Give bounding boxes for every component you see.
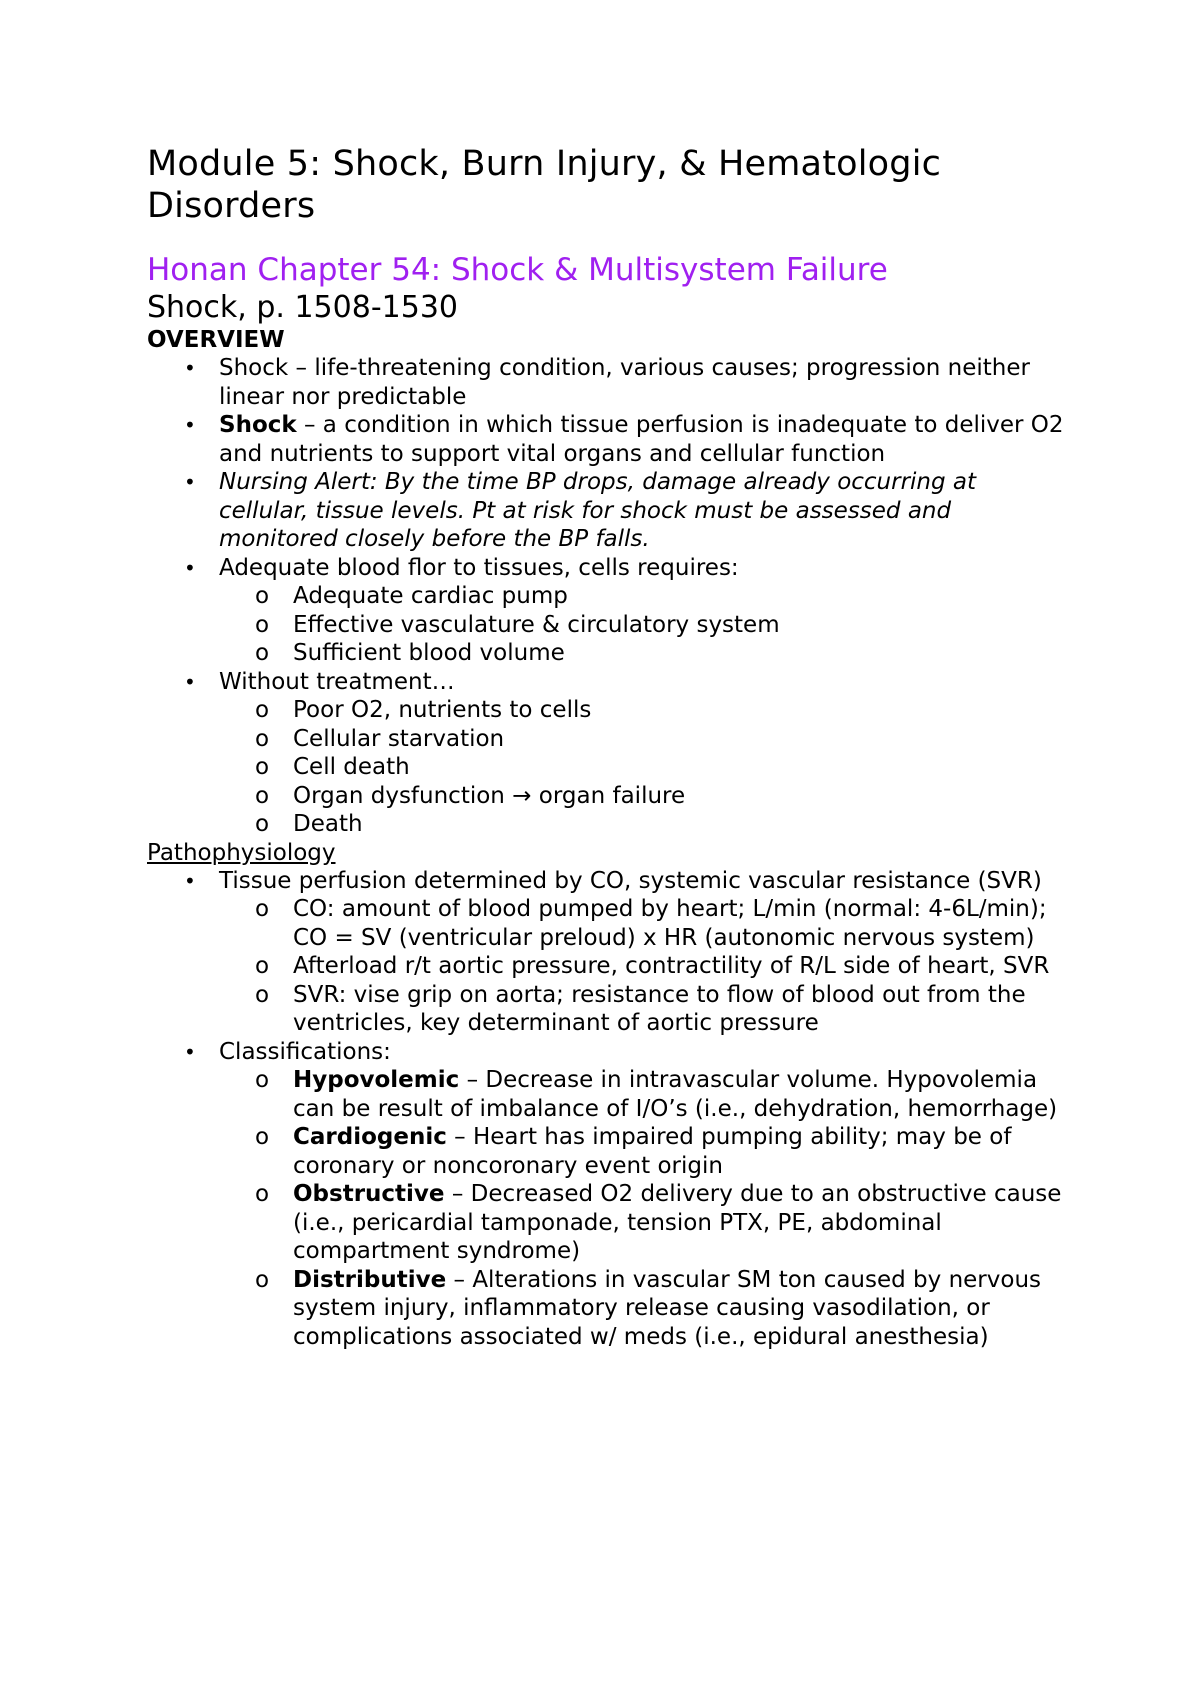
classification-item	[147, 1123, 1067, 1180]
classification-item	[147, 1266, 1067, 1352]
module-title: Module 5: Shock, Burn Injury, & Hematologic Disorders	[147, 144, 942, 226]
sub-list-item-text: Organ dysfunction → organ failure	[293, 782, 686, 809]
circle-bullet-icon: o	[255, 896, 270, 922]
list-item	[147, 411, 1067, 468]
bullet-icon: •	[184, 356, 196, 380]
sub-list-item	[147, 696, 1067, 725]
sub-list	[219, 582, 1067, 668]
list-item	[147, 468, 1067, 554]
sub-list-item-text: CO: amount of blood pumped by heart; L/min (normal: 4-6L/min); CO = SV (ventricular preloud) x HR (autonomic nervous system)	[293, 896, 1047, 951]
circle-bullet-icon: o	[255, 953, 270, 979]
sub-list-item	[147, 782, 1067, 811]
circle-bullet-icon: o	[255, 1124, 270, 1150]
list-item	[147, 554, 1067, 668]
sub-list	[219, 696, 1067, 839]
classification-text: – Heart has impaired pumping ability; may be of coronary or noncoronary event origin	[293, 1124, 1012, 1179]
classification-term: Hypovolemic	[293, 1067, 460, 1093]
bullet-icon: •	[184, 1039, 196, 1064]
list-item	[147, 668, 1067, 839]
bullet-icon: •	[184, 555, 196, 580]
list-item-text: Adequate blood flor to tissues, cells requires:	[219, 554, 739, 581]
circle-bullet-icon: o	[255, 697, 270, 723]
bullet-icon: •	[184, 413, 196, 437]
sub-list-item	[147, 639, 1067, 668]
section-title: Shock, p. 1508-1530	[147, 290, 458, 325]
term-label: Shock	[219, 412, 297, 438]
bullet-icon: •	[184, 868, 196, 893]
sub-list-item	[147, 611, 1067, 640]
sub-list-item-text: SVR: vise grip on aorta; resistance to flow of blood out from the ventricles, key determinant of aortic pressure	[293, 981, 1026, 1036]
circle-bullet-icon: o	[255, 811, 270, 837]
chapter-title: Honan Chapter 54: Shock & Multisystem Failure	[147, 252, 888, 288]
classification-term: Distributive	[293, 1266, 447, 1293]
sub-list-item-text: Adequate cardiac pump	[293, 583, 568, 609]
sub-list-item	[147, 981, 1067, 1038]
sub-list-item	[147, 952, 1067, 981]
classification-term: Cardiogenic	[293, 1124, 447, 1150]
circle-bullet-icon: o	[255, 782, 270, 809]
list-item-text: Tissue perfusion determined by CO, systemic vascular resistance (SVR)	[219, 867, 1042, 894]
bullet-icon: •	[184, 470, 196, 494]
sub-list-item-text: Cellular starvation	[293, 725, 505, 752]
classification-text: – Alterations in vascular SM ton caused by nervous system injury, inflammatory release causing vasodilation, or complications associated w/ meds (i.e., epidural anesthesia)	[293, 1266, 1042, 1350]
sub-list-item-text: Cell death	[293, 754, 410, 780]
pathophysiology-list	[147, 867, 1067, 1352]
nursing-alert-text: Nursing Alert: By the time BP drops, damage already occurring at cellular, tissue levels. Pt at risk for shock must be assessed and monitored closely before the BP falls.	[219, 469, 977, 552]
circle-bullet-icon: o	[255, 611, 270, 638]
list-item-text: – a condition in which tissue perfusion is inadequate to deliver O2 and nutrients to support vital organs and cellular function	[219, 412, 1064, 467]
sub-list-item	[147, 753, 1067, 782]
sub-list-item	[147, 810, 1067, 839]
circle-bullet-icon: o	[255, 583, 270, 609]
sub-list-item-text: Sufficient blood volume	[293, 640, 565, 666]
sub-list	[219, 895, 1067, 1038]
sub-list-item-text: Afterload r/t aortic pressure, contractility of R/L side of heart, SVR	[293, 953, 1050, 979]
list-item	[147, 1038, 1067, 1352]
circle-bullet-icon: o	[255, 1266, 270, 1293]
list-item-text: Without treatment…	[219, 668, 455, 695]
sub-list-item	[147, 582, 1067, 611]
classification-item	[147, 1180, 1067, 1266]
classification-text: – Decrease in intravascular volume. Hypovolemia can be result of imbalance of I/O’s (i.e., dehydration, hemorrhage)	[293, 1067, 1058, 1122]
sub-list-item-text: Death	[293, 811, 363, 837]
list-item-text: Classifications:	[219, 1038, 391, 1065]
circle-bullet-icon: o	[255, 640, 270, 666]
circle-bullet-icon: o	[255, 1181, 270, 1207]
list-item	[147, 867, 1067, 1038]
sub-list-item	[147, 725, 1067, 754]
sub-list-item-text: Effective vasculature & circulatory system	[293, 611, 780, 638]
circle-bullet-icon: o	[255, 1067, 270, 1093]
classification-list	[219, 1066, 1067, 1351]
classification-term: Obstructive	[293, 1181, 445, 1207]
pathophysiology-heading: Pathophysiology	[147, 839, 336, 866]
list-item-text: Shock – life-threatening condition, various causes; progression neither linear nor predictable	[219, 355, 1030, 410]
circle-bullet-icon: o	[255, 725, 270, 752]
sub-list-item-text: Poor O2, nutrients to cells	[293, 697, 592, 723]
document-body	[147, 143, 1067, 1351]
list-item	[147, 354, 1067, 411]
classification-text: – Decreased O2 delivery due to an obstructive cause (i.e., pericardial tamponade, tension PTX, PE, abdominal compartment syndrome)	[293, 1181, 1062, 1264]
sub-list-item	[147, 895, 1067, 952]
circle-bullet-icon: o	[255, 981, 270, 1008]
overview-list	[147, 354, 1067, 839]
overview-heading: OVERVIEW	[147, 327, 285, 353]
bullet-icon: •	[184, 669, 196, 694]
circle-bullet-icon: o	[255, 754, 270, 780]
classification-item	[147, 1066, 1067, 1123]
